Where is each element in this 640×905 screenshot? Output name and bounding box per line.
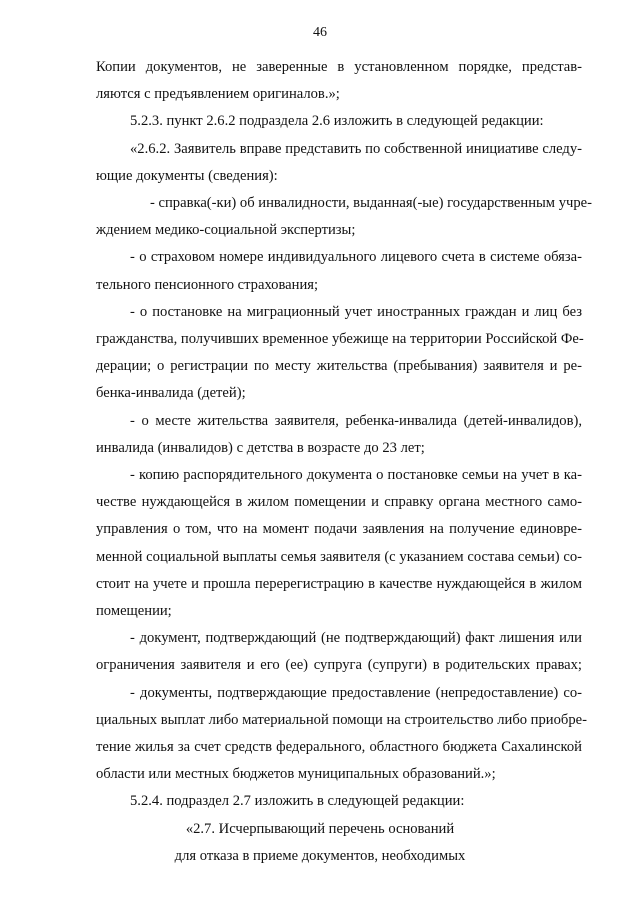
subheading-line-1: «2.7. Исчерпывающий перечень оснований [185, 820, 455, 837]
text-line-03: 5.2.3. пункт 2.6.2 подраздела 2.6 изложить в следующей редакции: [130, 113, 544, 130]
text-line-07: ждением медико-социальной экспертизы; [96, 222, 356, 239]
text-line-19: менной социальной выплаты семья заявителя (с указанием состава семьи) со- [96, 548, 582, 565]
text-line-06: - справка(-ки) об инвалидности, выданная(-ые) государственным учре- [150, 195, 592, 211]
text-line-08: - о страховом номере индивидуального лицевого счета в системе обяза- [130, 249, 582, 266]
text-line-22: - документ, подтверждающий (не подтверждающий) факт лишения или [130, 630, 582, 647]
text-line-17: честве нуждающейся в жилом помещении и справку органа местного само- [96, 494, 582, 511]
text-line-24: - документы, подтверждающие предоставление (непредоставление) со- [130, 684, 582, 701]
text-line-05: ющие документы (сведения): [96, 167, 278, 184]
text-line-14: - о месте жительства заявителя, ребенка-инвалида (детей-инвалидов), [130, 412, 582, 429]
subheading-line-2: для отказа в приеме документов, необходимых [174, 847, 466, 864]
text-line-11: гражданства, получивших временное убежище на территории Российской Фе- [96, 331, 584, 347]
text-line-13: бенка-инвалида (детей); [96, 385, 246, 402]
text-line-02: ляются с предъявлением оригиналов.»; [96, 86, 340, 103]
text-line-16: - копию распорядительного документа о постановке семьи на учет в ка- [130, 467, 582, 483]
text-line-15: инвалида (инвалидов) с детства в возрасте до 23 лет; [96, 439, 425, 456]
text-line-26: тение жилья за счет средств федерального, областного бюджета Сахалинской [96, 739, 582, 755]
text-line-18: управления о том, что на момент подачи заявления на получение единовре- [96, 521, 582, 538]
text-line-10: - о постановке на миграционный учет иностранных граждан и лиц без [130, 303, 582, 320]
text-line-04: «2.6.2. Заявитель вправе представить по собственной инициативе следу- [130, 140, 582, 157]
text-line-09: тельного пенсионного страхования; [96, 276, 319, 293]
text-line-23: ограничения заявителя и его (ее) супруга (супруги) в родительских правах; [96, 657, 582, 674]
text-line-21: помещении; [96, 603, 172, 619]
text-line-12: дерации; о регистрации по месту жительства (пребывания) заявителя и ре- [96, 358, 582, 375]
text-line-20: стоит на учете и прошла перерегистрацию в качестве нуждающейся в жилом [96, 575, 582, 592]
text-line-27: области или местных бюджетов муниципальных образований.»; [96, 766, 496, 783]
page-number: 46 [313, 25, 327, 40]
text-line-01: Копии документов, не заверенные в установленном порядке, представ- [96, 59, 582, 75]
text-line-25: циальных выплат либо материальной помощи на строительство либо приобре- [96, 711, 587, 728]
text-line-28: 5.2.4. подраздел 2.7 изложить в следующей редакции: [130, 793, 465, 810]
